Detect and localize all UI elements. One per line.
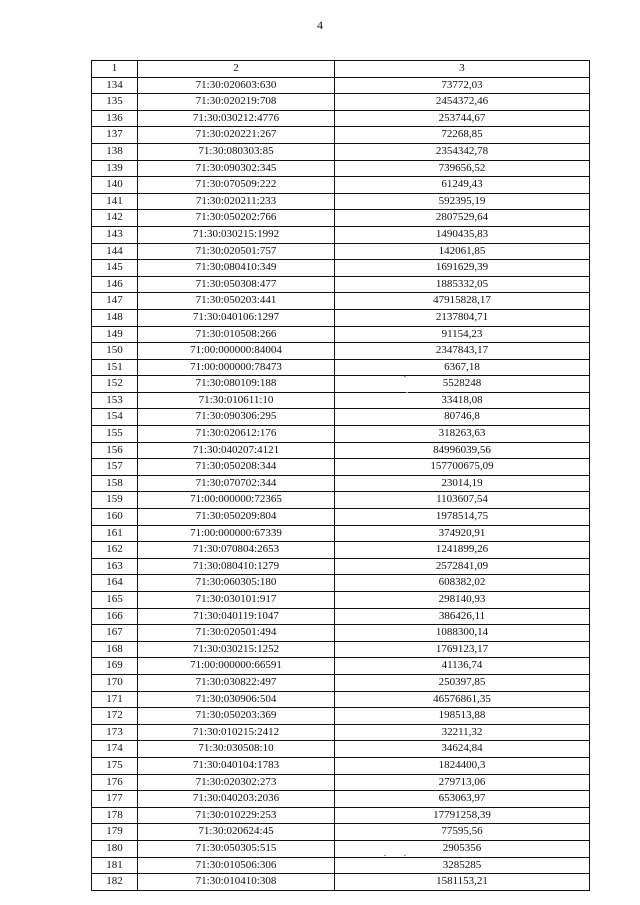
table-row xyxy=(92,575,590,592)
row-number-cell: 165 xyxy=(92,592,138,609)
cadastral-number-cell: 71:30:010506:306 xyxy=(138,857,335,874)
value-cell: 608382,02 xyxy=(335,575,590,592)
cadastral-number-cell: 71:30:040104:1783 xyxy=(138,757,335,774)
value-cell: 1824400,3 xyxy=(335,757,590,774)
cadastral-number-cell: 71:30:050203:441 xyxy=(138,293,335,310)
row-number-cell: 151 xyxy=(92,359,138,376)
value-cell: 41136,74 xyxy=(335,658,590,675)
value-cell: 142061,85 xyxy=(335,243,590,260)
cadastral-number-cell: 71:00:000000:84004 xyxy=(138,343,335,360)
header-col-2: 2 xyxy=(138,61,335,78)
cadastral-number-cell: 71:30:010611:10 xyxy=(138,392,335,409)
value-cell: 198513,88 xyxy=(335,708,590,725)
cadastral-number-cell: 71:30:070509:222 xyxy=(138,177,335,194)
value-cell: 1691629,39 xyxy=(335,260,590,277)
table-row xyxy=(92,509,590,526)
table-row xyxy=(92,210,590,227)
row-number-cell: 178 xyxy=(92,807,138,824)
table-row xyxy=(92,193,590,210)
cadastral-number-cell: 71:30:050208:344 xyxy=(138,459,335,476)
table-row xyxy=(92,641,590,658)
scan-speck xyxy=(404,376,406,377)
cadastral-number-cell: 71:30:080410:1279 xyxy=(138,558,335,575)
value-cell: 1581153,21 xyxy=(335,874,590,891)
cadastral-number-cell: 71:30:010229:253 xyxy=(138,807,335,824)
row-number-cell: 160 xyxy=(92,509,138,526)
cadastral-number-cell: 71:30:030101:917 xyxy=(138,592,335,609)
table-row xyxy=(92,840,590,857)
value-cell: 2347843,17 xyxy=(335,343,590,360)
row-number-cell: 144 xyxy=(92,243,138,260)
scan-speck xyxy=(404,855,406,856)
row-number-cell: 156 xyxy=(92,442,138,459)
table-row xyxy=(92,376,590,393)
table-row xyxy=(92,276,590,293)
row-number-cell: 135 xyxy=(92,94,138,111)
table-header xyxy=(92,61,590,78)
table-row xyxy=(92,807,590,824)
row-number-cell: 146 xyxy=(92,276,138,293)
table-row xyxy=(92,326,590,343)
value-cell: 47915828,17 xyxy=(335,293,590,310)
table-row xyxy=(92,708,590,725)
value-cell: 318263,63 xyxy=(335,426,590,443)
value-cell: 1978514,75 xyxy=(335,509,590,526)
value-cell: 61249,43 xyxy=(335,177,590,194)
row-number-cell: 180 xyxy=(92,840,138,857)
table-row xyxy=(92,94,590,111)
row-number-cell: 134 xyxy=(92,77,138,94)
header-row xyxy=(92,61,590,78)
row-number-cell: 152 xyxy=(92,376,138,393)
table-row xyxy=(92,77,590,94)
value-cell: 2905356 xyxy=(335,840,590,857)
row-number-cell: 173 xyxy=(92,724,138,741)
cadastral-number-cell: 71:30:040207:4121 xyxy=(138,442,335,459)
table-row xyxy=(92,625,590,642)
cadastral-number-cell: 71:30:030822:497 xyxy=(138,674,335,691)
row-number-cell: 169 xyxy=(92,658,138,675)
cadastral-number-cell: 71:30:050202:766 xyxy=(138,210,335,227)
table-row xyxy=(92,459,590,476)
table-row xyxy=(92,392,590,409)
table-row xyxy=(92,442,590,459)
cadastral-number-cell: 71:00:000000:66591 xyxy=(138,658,335,675)
table-row xyxy=(92,492,590,509)
table-row xyxy=(92,143,590,160)
table-row xyxy=(92,874,590,891)
cadastral-number-cell: 71:30:030215:1252 xyxy=(138,641,335,658)
row-number-cell: 158 xyxy=(92,475,138,492)
cadastral-number-cell: 71:30:040119:1047 xyxy=(138,608,335,625)
value-cell: 5528248 xyxy=(335,376,590,393)
cadastral-number-cell: 71:30:080109:188 xyxy=(138,376,335,393)
cadastral-number-cell: 71:30:020624:45 xyxy=(138,824,335,841)
row-number-cell: 141 xyxy=(92,193,138,210)
table-row xyxy=(92,791,590,808)
cadastral-number-cell: 71:30:050203:369 xyxy=(138,708,335,725)
value-cell: 250397,85 xyxy=(335,674,590,691)
table-row xyxy=(92,757,590,774)
row-number-cell: 142 xyxy=(92,210,138,227)
row-number-cell: 136 xyxy=(92,110,138,127)
row-number-cell: 179 xyxy=(92,824,138,841)
value-cell: 1103607,54 xyxy=(335,492,590,509)
value-cell: 46576861,35 xyxy=(335,691,590,708)
value-cell: 6367,18 xyxy=(335,359,590,376)
cadastral-number-cell: 71:30:020302:273 xyxy=(138,774,335,791)
cadastral-number-cell: 71:00:000000:72365 xyxy=(138,492,335,509)
table-row xyxy=(92,525,590,542)
row-number-cell: 176 xyxy=(92,774,138,791)
value-cell: 17791258,39 xyxy=(335,807,590,824)
value-cell: 157700675,09 xyxy=(335,459,590,476)
cadastral-number-cell: 71:30:050305:515 xyxy=(138,840,335,857)
table-row xyxy=(92,658,590,675)
cadastral-number-cell: 71:30:020603:630 xyxy=(138,77,335,94)
table-row xyxy=(92,359,590,376)
row-number-cell: 139 xyxy=(92,160,138,177)
value-cell: 77595,56 xyxy=(335,824,590,841)
row-number-cell: 157 xyxy=(92,459,138,476)
cadastral-number-cell: 71:30:040106:1297 xyxy=(138,309,335,326)
value-cell: 2454372,46 xyxy=(335,94,590,111)
row-number-cell: 147 xyxy=(92,293,138,310)
value-cell: 2807529,64 xyxy=(335,210,590,227)
cadastral-number-cell: 71:30:090302:345 xyxy=(138,160,335,177)
value-cell: 253744,67 xyxy=(335,110,590,127)
value-cell: 91154,23 xyxy=(335,326,590,343)
value-cell: 592395,19 xyxy=(335,193,590,210)
cadastral-number-cell: 71:30:080410:349 xyxy=(138,260,335,277)
row-number-cell: 140 xyxy=(92,177,138,194)
cadastral-number-cell: 71:30:020501:757 xyxy=(138,243,335,260)
table-row xyxy=(92,674,590,691)
table-row xyxy=(92,243,590,260)
row-number-cell: 166 xyxy=(92,608,138,625)
table-row xyxy=(92,343,590,360)
cadastral-number-cell: 71:30:070804:2653 xyxy=(138,542,335,559)
table-row xyxy=(92,475,590,492)
table-row xyxy=(92,409,590,426)
cadastral-number-cell: 71:30:050308:477 xyxy=(138,276,335,293)
row-number-cell: 137 xyxy=(92,127,138,144)
value-cell: 33418,08 xyxy=(335,392,590,409)
row-number-cell: 149 xyxy=(92,326,138,343)
row-number-cell: 182 xyxy=(92,874,138,891)
table-row xyxy=(92,309,590,326)
row-number-cell: 164 xyxy=(92,575,138,592)
row-number-cell: 177 xyxy=(92,791,138,808)
cadastral-number-cell: 71:00:000000:67339 xyxy=(138,525,335,542)
cadastral-number-cell: 71:30:050209:804 xyxy=(138,509,335,526)
row-number-cell: 145 xyxy=(92,260,138,277)
table-row xyxy=(92,110,590,127)
table-row xyxy=(92,542,590,559)
row-number-cell: 163 xyxy=(92,558,138,575)
cadastral-number-cell: 71:30:020501:494 xyxy=(138,625,335,642)
table-row xyxy=(92,226,590,243)
row-number-cell: 150 xyxy=(92,343,138,360)
table-row xyxy=(92,160,590,177)
row-number-cell: 155 xyxy=(92,426,138,443)
table-row xyxy=(92,260,590,277)
cadastral-number-cell: 71:00:000000:78473 xyxy=(138,359,335,376)
value-cell: 1885332,05 xyxy=(335,276,590,293)
cadastral-number-cell: 71:30:020612:176 xyxy=(138,426,335,443)
cadastral-number-cell: 71:30:020221:267 xyxy=(138,127,335,144)
table-row xyxy=(92,177,590,194)
value-cell: 374920,91 xyxy=(335,525,590,542)
table-row xyxy=(92,691,590,708)
cadastral-number-cell: 71:30:030508:10 xyxy=(138,741,335,758)
table-row xyxy=(92,774,590,791)
value-cell: 739656,52 xyxy=(335,160,590,177)
value-cell: 1241899,26 xyxy=(335,542,590,559)
row-number-cell: 148 xyxy=(92,309,138,326)
value-cell: 653063,97 xyxy=(335,791,590,808)
row-number-cell: 154 xyxy=(92,409,138,426)
value-cell: 2572841,09 xyxy=(335,558,590,575)
cadastral-number-cell: 71:30:040203:2036 xyxy=(138,791,335,808)
row-number-cell: 138 xyxy=(92,143,138,160)
value-cell: 386426,11 xyxy=(335,608,590,625)
cadastral-number-cell: 71:30:030906:504 xyxy=(138,691,335,708)
cadastral-number-cell: 71:30:030212:4776 xyxy=(138,110,335,127)
row-number-cell: 171 xyxy=(92,691,138,708)
row-number-cell: 153 xyxy=(92,392,138,409)
data-table xyxy=(91,60,590,891)
value-cell: 1088300,14 xyxy=(335,625,590,642)
value-cell: 72268,85 xyxy=(335,127,590,144)
value-cell: 34624,84 xyxy=(335,741,590,758)
table-row xyxy=(92,127,590,144)
value-cell: 32211,32 xyxy=(335,724,590,741)
cadastral-number-cell: 71:30:010410:308 xyxy=(138,874,335,891)
row-number-cell: 168 xyxy=(92,641,138,658)
value-cell: 23014,19 xyxy=(335,475,590,492)
value-cell: 298140,93 xyxy=(335,592,590,609)
cadastral-number-cell: 71:30:010215:2412 xyxy=(138,724,335,741)
value-cell: 3285285 xyxy=(335,857,590,874)
table-row xyxy=(92,293,590,310)
value-cell: 2354342,78 xyxy=(335,143,590,160)
row-number-cell: 162 xyxy=(92,542,138,559)
cadastral-number-cell: 71:30:030215:1992 xyxy=(138,226,335,243)
row-number-cell: 143 xyxy=(92,226,138,243)
cadastral-number-cell: 71:30:090306:295 xyxy=(138,409,335,426)
table-row xyxy=(92,592,590,609)
cadastral-number-cell: 71:30:020219:708 xyxy=(138,94,335,111)
row-number-cell: 161 xyxy=(92,525,138,542)
row-number-cell: 175 xyxy=(92,757,138,774)
value-cell: 1769123,17 xyxy=(335,641,590,658)
scan-speck xyxy=(384,855,386,856)
page-number: 4 xyxy=(317,18,323,32)
value-cell: 73772,03 xyxy=(335,77,590,94)
scan-speck xyxy=(406,392,408,393)
value-cell: 80746,8 xyxy=(335,409,590,426)
cadastral-number-cell: 71:30:080303:85 xyxy=(138,143,335,160)
value-cell: 279713,06 xyxy=(335,774,590,791)
value-cell: 84996039,56 xyxy=(335,442,590,459)
cadastral-number-cell: 71:30:060305:180 xyxy=(138,575,335,592)
row-number-cell: 172 xyxy=(92,708,138,725)
table-body xyxy=(92,77,590,890)
row-number-cell: 174 xyxy=(92,741,138,758)
table-row xyxy=(92,824,590,841)
header-col-3: 3 xyxy=(335,61,590,78)
table-row xyxy=(92,426,590,443)
cadastral-number-cell: 71:30:070702:344 xyxy=(138,475,335,492)
header-col-1: 1 xyxy=(92,61,138,78)
table-row xyxy=(92,558,590,575)
cadastral-number-cell: 71:30:020211:233 xyxy=(138,193,335,210)
table-row xyxy=(92,741,590,758)
row-number-cell: 167 xyxy=(92,625,138,642)
cadastral-number-cell: 71:30:010508:266 xyxy=(138,326,335,343)
table-row xyxy=(92,608,590,625)
table-row xyxy=(92,724,590,741)
row-number-cell: 181 xyxy=(92,857,138,874)
value-cell: 2137804,71 xyxy=(335,309,590,326)
row-number-cell: 159 xyxy=(92,492,138,509)
value-cell: 1490435,83 xyxy=(335,226,590,243)
table-row xyxy=(92,857,590,874)
row-number-cell: 170 xyxy=(92,674,138,691)
